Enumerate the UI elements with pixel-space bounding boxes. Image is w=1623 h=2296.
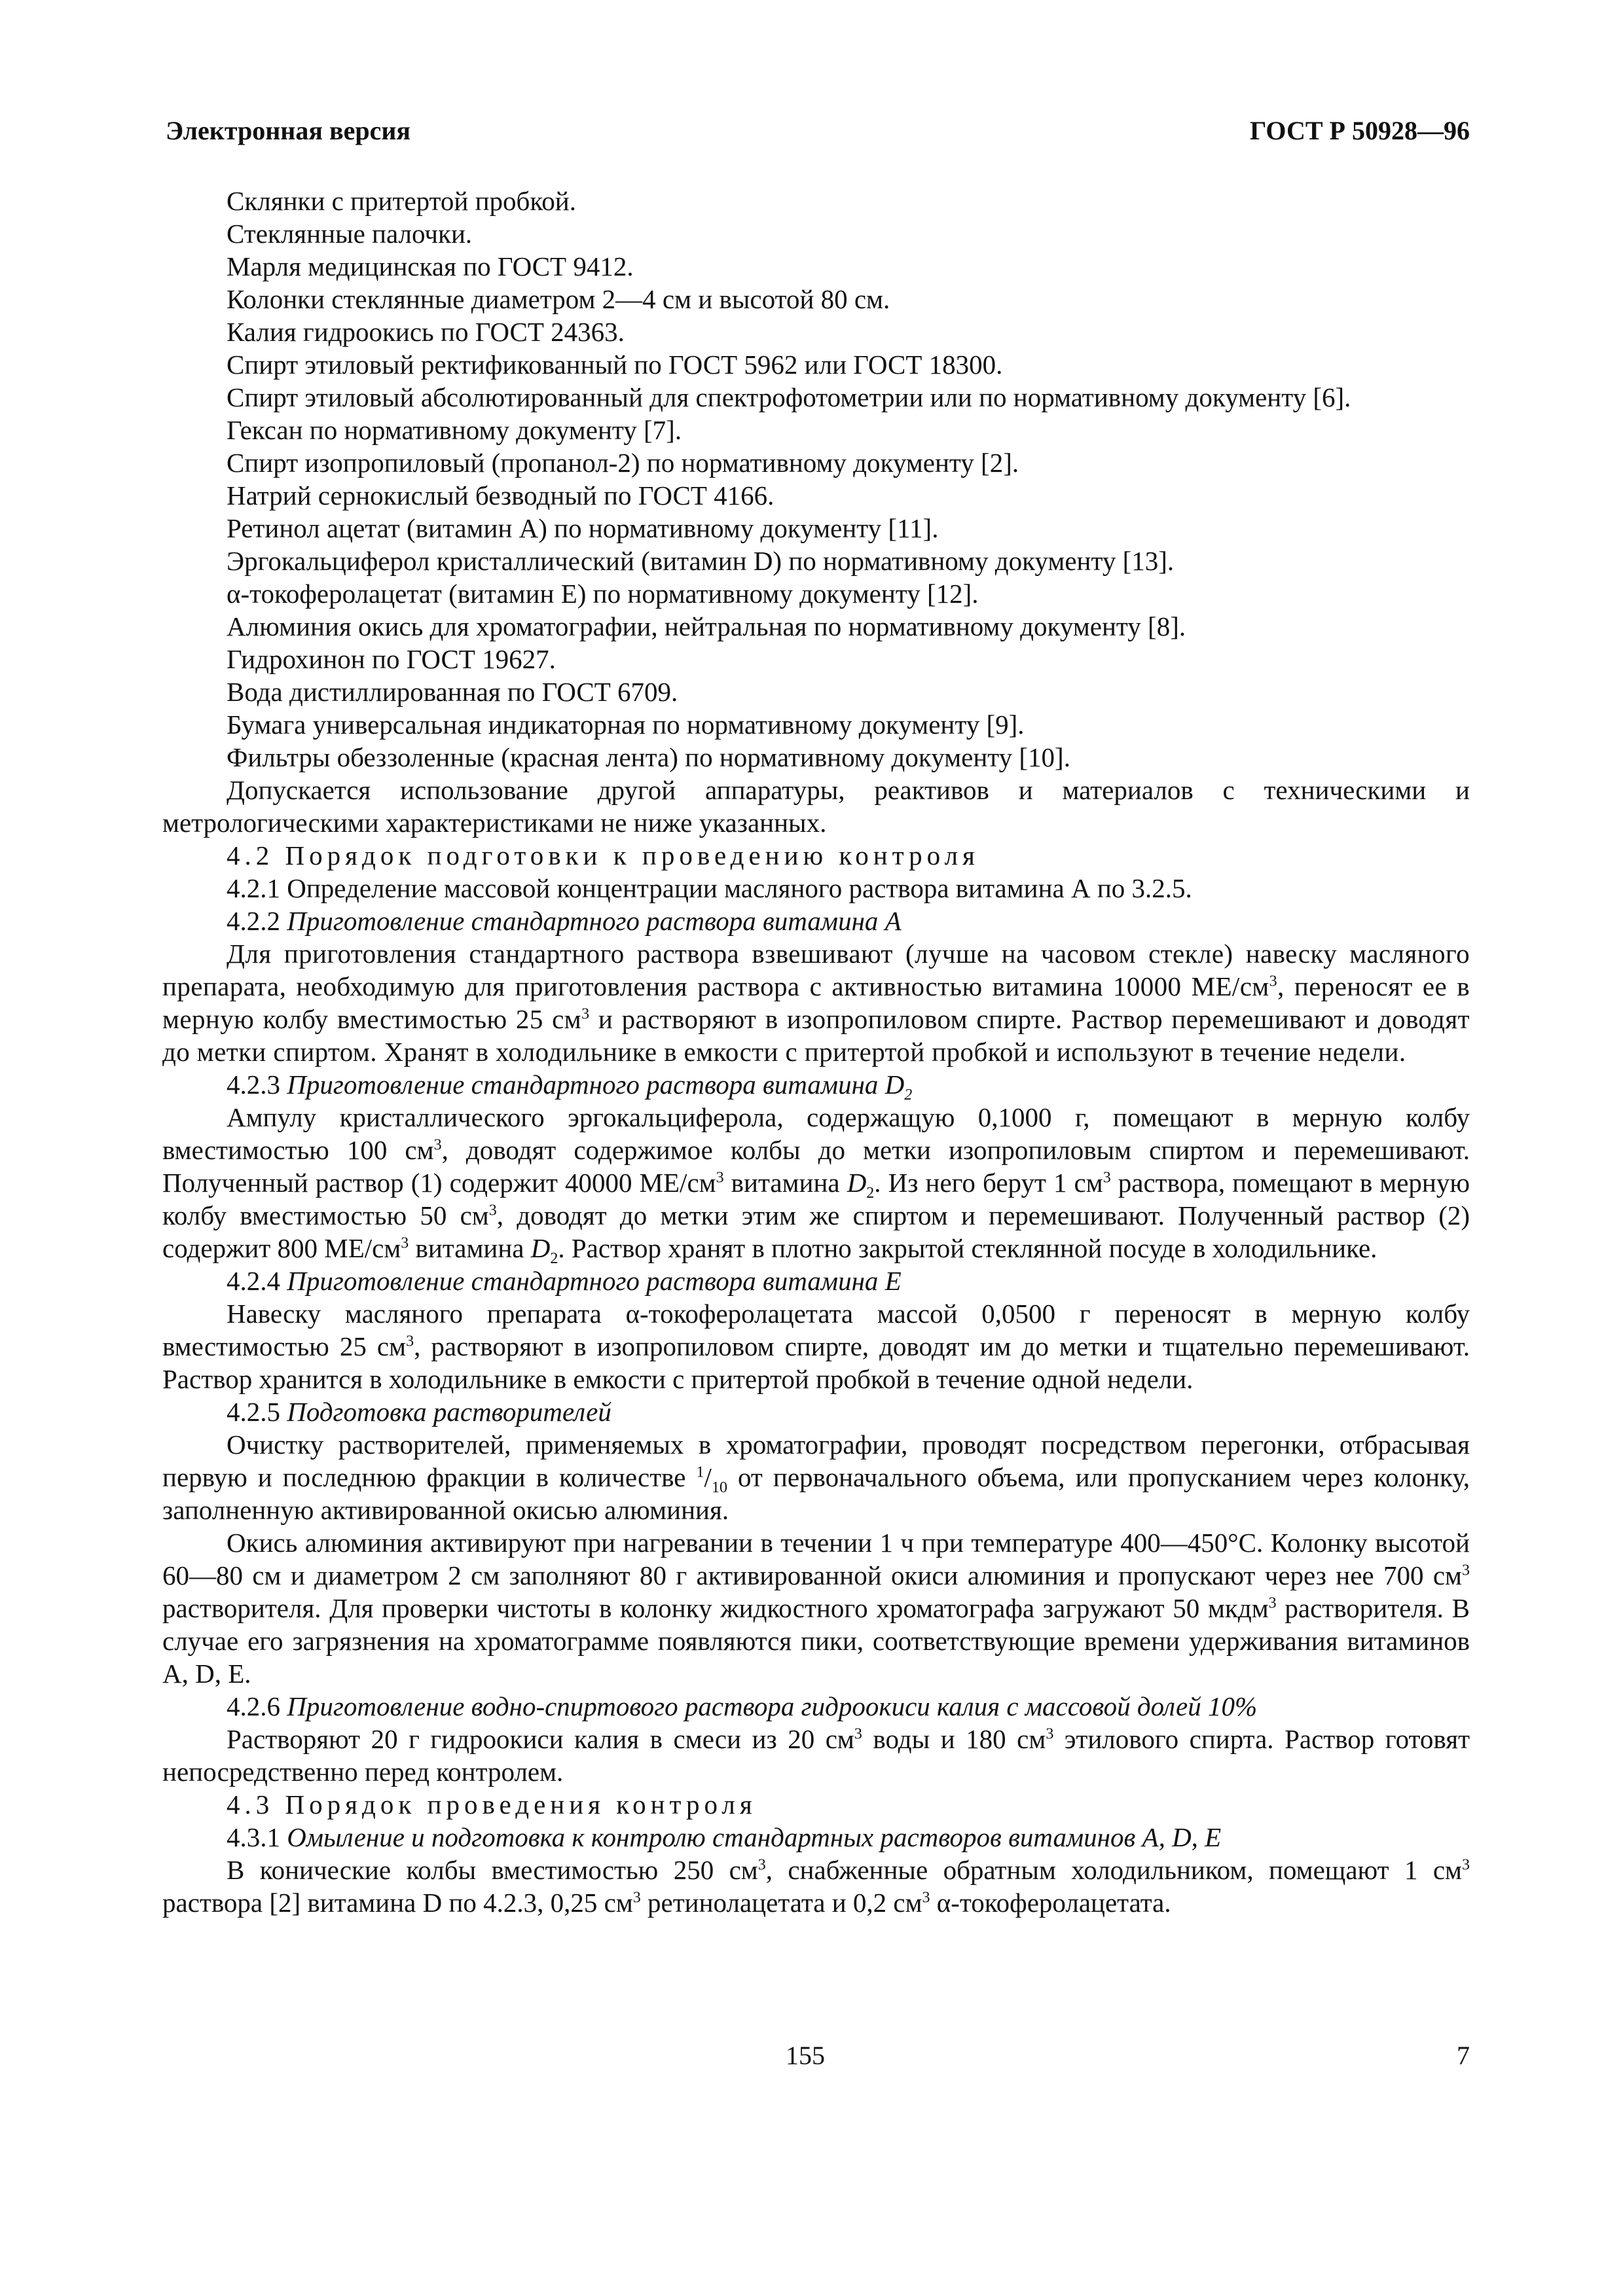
- list-item: Колонки стеклянные диаметром 2—4 см и высотой 80 см.: [227, 284, 890, 314]
- text-run: Растворяют 20 г гидроокиси калия в смеси из 20 см: [227, 1724, 854, 1754]
- list-item: Гидрохинон по ГОСТ 19627.: [227, 644, 556, 674]
- fraction-slash: /: [704, 1462, 712, 1492]
- superscript: 3: [632, 1889, 641, 1907]
- paragraph-4-2-2: [162, 937, 1470, 1068]
- text-run: раствора [2] витамина D по 4.2.3, 0,25 см: [162, 1888, 633, 1918]
- list-item: Спирт этиловый ректификованный по ГОСТ 5962 или ГОСТ 18300.: [227, 350, 1003, 380]
- paragraph-4-2-4: [162, 1297, 1470, 1395]
- text-run: , доводят содержимое колбы до метки изопропиловым спиртом и перемешивают. Полученный раствор (1) содержит 40000 МЕ/см: [162, 1135, 1470, 1198]
- subscript: 2: [550, 1250, 558, 1268]
- text-run: витамина: [723, 1168, 847, 1198]
- subheading-4-2-2: [162, 905, 1470, 937]
- superscript: 3: [1462, 1562, 1470, 1579]
- superscript: 3: [581, 1005, 590, 1023]
- text-run: Ампулу кристаллического эргокальциферола, содержащую 0,1000 г, помещают в мерную колбу вместимостью 100 см: [162, 1102, 1470, 1165]
- subheading-title: Приготовление стандартного раствора витамина А: [287, 906, 902, 936]
- text-run: растворителя. Для проверки чистоты в колонку жидкостного хроматографа загружают 50 мкдм: [162, 1593, 1269, 1623]
- paragraph-4-3-1: [162, 1854, 1470, 1919]
- text-run: , доводят до метки этим же спиртом и перемешивают. Полученный раствор (2) содержит 800 МЕ/см: [162, 1200, 1470, 1263]
- header-right: ГОСТ Р 50928—96: [1249, 116, 1470, 145]
- subheading-title: Омыление и подготовка к контролю стандартных растворов витаминов А, D, Е: [287, 1822, 1222, 1852]
- text-run: В конические колбы вместимостью 250 см: [227, 1855, 758, 1885]
- list-item: Ретинол ацетат (витамин А) по нормативному документу [11].: [227, 513, 939, 543]
- subscript: 2: [866, 1185, 875, 1202]
- list-item: Гексан по нормативному документу [7].: [227, 415, 682, 445]
- text-run: от первоначального объема, или пропусканием через колонку, заполненную активированной окисью алюминия.: [162, 1462, 1470, 1525]
- paragraph-4-2-1: 4.2.1 Определение массовой концентрации масляного раствора витамина А по 3.2.5.: [227, 873, 1192, 903]
- superscript: 3: [488, 1202, 497, 1219]
- text-run: ретинолацетата и 0,2 см: [640, 1888, 922, 1918]
- superscript: 3: [401, 1234, 409, 1252]
- superscript: 3: [854, 1725, 862, 1743]
- text-run: раствора, помещают в мерную колбу вместимостью 50 см: [162, 1168, 1470, 1230]
- text-run: α-токоферолацетата.: [930, 1888, 1171, 1918]
- header-left: Электронная версия: [166, 116, 411, 145]
- list-item: Бумага универсальная индикаторная по нормативному документу [9].: [227, 709, 1025, 740]
- superscript: 3: [1046, 1725, 1054, 1743]
- list-item: α-токоферолацетат (витамин Е) по нормативному документу [12].: [227, 579, 979, 609]
- text-run: . Из него берут 1 см: [874, 1168, 1103, 1198]
- subheading-number: 4.3.1: [227, 1822, 287, 1852]
- subscript: 2: [904, 1086, 913, 1104]
- subheading-4-2-5: [162, 1395, 1470, 1428]
- text-run: воды и 180 см: [862, 1724, 1046, 1754]
- list-item: Спирт изопропиловый (пропанол-2) по нормативному документу [2].: [227, 448, 1019, 478]
- list-item: Спирт этиловый абсолютированный для спектрофотометрии или по нормативному документу [6].: [227, 382, 1351, 412]
- list-item: Вода дистиллированная по ГОСТ 6709.: [227, 677, 678, 707]
- text-run: , растворяют в изопропиловом спирте, доводят им до метки и тщательно перемешивают. Раствор хранится в холодильнике в емкости с притертой пробкой в течение одной недели.: [162, 1331, 1470, 1394]
- sheet-number: 7: [1457, 2041, 1470, 2070]
- fraction-numerator: 1: [696, 1463, 704, 1481]
- fraction-denominator: 10: [711, 1479, 727, 1497]
- symbol-d: D: [847, 1168, 867, 1198]
- subheading-number: 4.2.4: [227, 1266, 287, 1296]
- text-run: Очистку растворителей, применяемых в хроматографии, проводят посредством перегонки, отбрасывая первую и последнюю фракции в количестве: [162, 1429, 1470, 1492]
- text-run: . Раствор хранят в плотно закрытой стеклянной посуде в холодильнике.: [558, 1233, 1377, 1263]
- list-item: Калия гидроокись по ГОСТ 24363.: [227, 317, 625, 347]
- superscript: 3: [1268, 1594, 1277, 1612]
- text-run: , переносят ее в мерную колбу вместимостью 25 см: [162, 971, 1470, 1034]
- text-run: витамина: [409, 1233, 531, 1263]
- subheading-4-2-6: [162, 1690, 1470, 1723]
- subheading-title: Приготовление стандартного раствора витамина Е: [287, 1266, 902, 1296]
- superscript: 3: [1269, 973, 1278, 990]
- subheading-number: 4.2.2: [227, 906, 287, 936]
- subheading-title: Подготовка растворителей: [287, 1397, 611, 1427]
- superscript: 3: [757, 1856, 766, 1874]
- list-item: Допускается использование другой аппаратуры, реактивов и материалов с техническими и метрологическими характеристиками не ниже указанных.: [162, 775, 1470, 838]
- subheading-4-3-1: [162, 1821, 1470, 1854]
- list-item: Марля медицинская по ГОСТ 9412.: [227, 251, 634, 281]
- page-number: 155: [786, 2041, 825, 2070]
- text-run: растворителя. В случае его загрязнения на хроматограмме появляются пики, соответствующие времени удерживания витаминов А, D, Е.: [162, 1593, 1470, 1689]
- subheading-number: 4.2.6: [227, 1691, 287, 1721]
- list-item: Натрий сернокислый безводный по ГОСТ 4166.: [227, 480, 775, 511]
- text-run: этилового спирта. Раствор готовят непосредственно перед контролем.: [162, 1724, 1470, 1787]
- text-run: , снабженные обратным холодильником, помещают 1 см: [765, 1855, 1462, 1885]
- superscript: 3: [922, 1889, 930, 1907]
- text-run: и растворяют в изопропиловом спирте. Раствор перемешивают и доводят до метки спиртом. Хранят в холодильнике в емкости с притертой пробкой и используют в течение недели.: [162, 1004, 1470, 1067]
- list-item: Склянки с притертой пробкой.: [227, 186, 576, 216]
- superscript: 3: [716, 1169, 724, 1187]
- list-item: Алюминия окись для хроматографии, нейтральная по нормативному документу [8].: [227, 611, 1186, 641]
- document-body: [162, 185, 1470, 1919]
- list-item: Фильтры обеззоленные (красная лента) по нормативному документу [10].: [227, 742, 1070, 772]
- symbol-d: D: [530, 1233, 551, 1263]
- subheading-title: Приготовление водно-спиртового раствора гидроокиси калия с массовой долей 10%: [287, 1691, 1258, 1721]
- section-heading-4-3: 4.3 Порядок проведения контроля: [227, 1789, 757, 1820]
- section-heading-4-2: 4.2 Порядок подготовки к проведению контроля: [227, 840, 979, 870]
- paragraph-4-2-3: [162, 1101, 1470, 1268]
- superscript: 3: [406, 1333, 414, 1350]
- subheading-4-2-3: [162, 1068, 1470, 1104]
- list-item: Эргокальциферол кристаллический (витамин D) по нормативному документу [13].: [227, 546, 1175, 576]
- superscript: 3: [1103, 1169, 1111, 1187]
- subheading-title: Приготовление стандартного раствора витамина D: [287, 1069, 905, 1100]
- paragraph-4-2-5-b: [162, 1526, 1470, 1690]
- text-run: Навеску масляного препарата α-токоферолацетата массой 0,0500 г переносят в мерную колбу вместимостью 25 см: [162, 1299, 1470, 1361]
- list-item: Стеклянные палочки.: [227, 219, 473, 249]
- paragraph-4-2-6: [162, 1723, 1470, 1788]
- superscript: 3: [1461, 1856, 1470, 1874]
- text-run: Окись алюминия активируют при нагревании в течении 1 ч при температуре 400—450°С. Колонку высотой 60—80 см и диаметром 2 см заполняют 80 г активированной окиси алюминия и пропускают через нее 700 см: [162, 1528, 1470, 1590]
- paragraph-4-2-5-a: [162, 1428, 1470, 1526]
- superscript: 3: [433, 1136, 442, 1154]
- text-run: Для приготовления стандартного раствора взвешивают (лучше на часовом стекле) навеску масляного препарата, необходимую для приготовления раствора с активностью витамина 10000 МЕ/см: [162, 939, 1470, 1001]
- subheading-4-2-4: [162, 1265, 1470, 1297]
- subheading-number: 4.2.3: [227, 1069, 287, 1100]
- subheading-number: 4.2.5: [227, 1397, 287, 1427]
